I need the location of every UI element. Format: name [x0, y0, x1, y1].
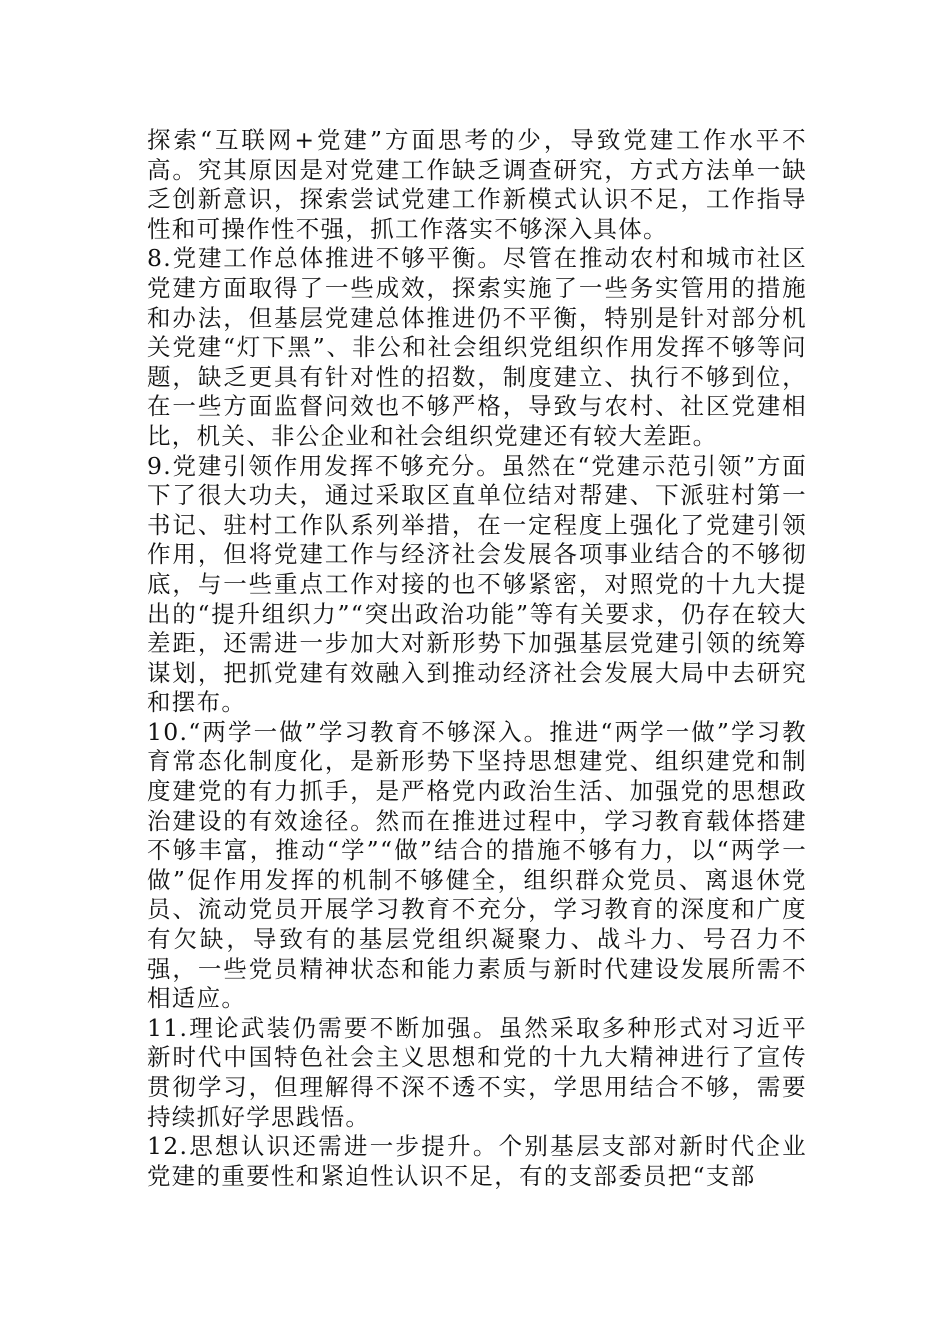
paragraph-item-11: 11.理论武装仍需要不断加强。虽然采取多种形式对习近平新时代中国特色社会主义思想和党的十九大精神进行了宣传贯彻学习，但理解得不深不透不实，学思用结合不够，需要持续抓好学思践悟。 — [147, 1013, 807, 1131]
document-body — [147, 126, 807, 1191]
paragraph-item-10: 10.“两学一做”学习教育不够深入。推进“两学一做”学习教育常态化制度化，是新形势下坚持思想建党、组织建党和制度建党的有力抓手，是严格党内政治生活、加强党的思想政治建设的有效途径。然而在推进过程中，学习教育载体搭建不够丰富，推动“学”“做”结合的措施不够有力，以“两学一做”促作用发挥的机制不够健全，组织群众党员、离退休党员、流动党员开展学习教育不充分，学习教育的深度和广度有欠缺，导致有的基层党组织凝聚力、战斗力、号召力不强，一些党员精神状态和能力素质与新时代建设发展所需不相适应。 — [147, 717, 807, 1013]
paragraph-item-9: 9.党建引领作用发挥不够充分。虽然在“党建示范引领”方面下了很大功夫，通过采取区直单位结对帮建、下派驻村第一书记、驻村工作队系列举措，在一定程度上强化了党建引领作用，但将党建工作与经济社会发展各项事业结合的不够彻底，与一些重点工作对接的也不够紧密，对照党的十九大提出的“提升组织力”“突出政治功能”等有关要求，仍存在较大差距，还需进一步加大对新形势下加强基层党建引领的统筹谋划，把抓党建有效融入到推动经济社会发展大局中去研究和摆布。 — [147, 451, 807, 717]
paragraph-item-12: 12.思想认识还需进一步提升。个别基层支部对新时代企业党建的重要性和紧迫性认识不足，有的支部委员把“支部 — [147, 1132, 807, 1190]
paragraph-continued-intro: 探索“互联网+党建”方面思考的少，导致党建工作水平不高。究其原因是对党建工作缺乏调查研究，方式方法单一缺乏创新意识，探索尝试党建工作新模式认识不足，工作指导性和可操作性不强，抓工作落实不够深入具体。 — [147, 126, 807, 243]
paragraph-item-8: 8.党建工作总体推进不够平衡。尽管在推动农村和城市社区党建方面取得了一些成效，探索实施了一些务实管用的措施和办法，但基层党建总体推进仍不平衡，特别是针对部分机关党建“灯下黑”、非公和社会组织党组织作用发挥不够等问题，缺乏更具有针对性的招数，制度建立、执行不够到位，在一些方面监督问效也不够严格，导致与农村、社区党建相比，机关、非公企业和社会组织党建还有较大差距。 — [147, 244, 807, 450]
